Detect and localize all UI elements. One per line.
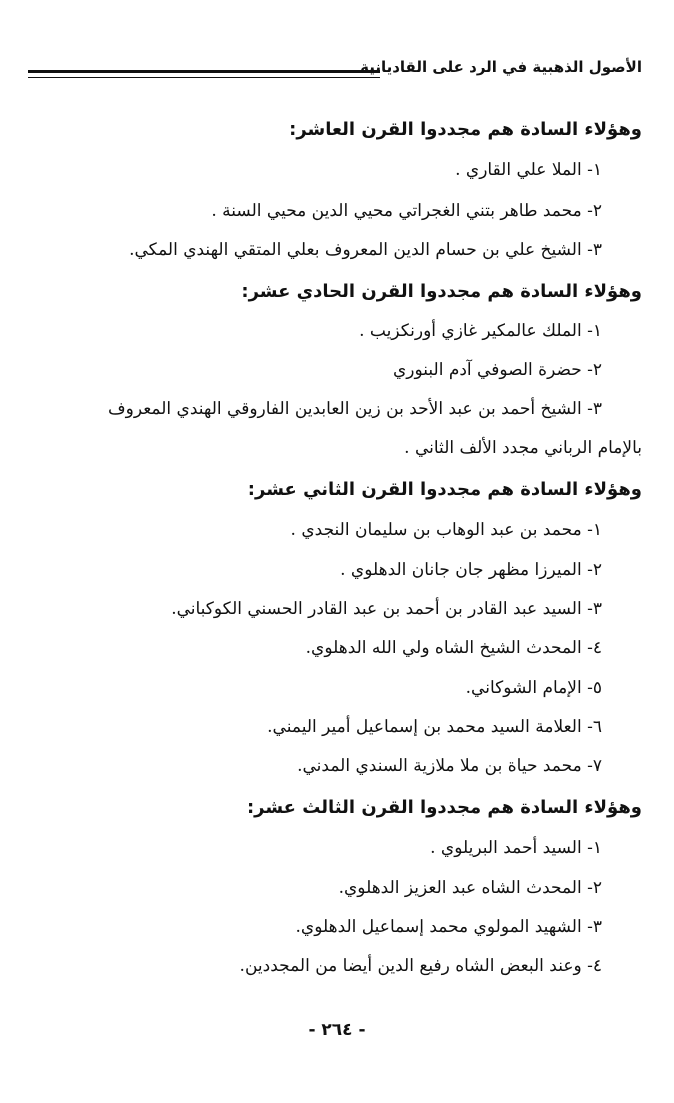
list-item: ٢- المحدث الشاه عبد العزيز الدهلوي. bbox=[338, 878, 602, 898]
list-item: ١- الملك عالمكير غازي أورنكزيب . bbox=[359, 321, 602, 341]
section-heading-13th-century: وهؤلاء السادة هم مجددوا القرن الثالث عشر: bbox=[246, 797, 642, 818]
list-item: ٣- السيد عبد القادر بن أحمد بن عبد القادر الحسني الكوكباني. bbox=[171, 599, 602, 619]
section-heading-10th-century: وهؤلاء السادة هم مجددوا القرن العاشر: bbox=[289, 119, 642, 140]
list-item: ٥- الإمام الشوكاني. bbox=[465, 678, 602, 698]
list-item: ٦- العلامة السيد محمد بن إسماعيل أمير اليمني. bbox=[267, 717, 602, 737]
list-item: ١- السيد أحمد البريلوي . bbox=[430, 838, 602, 858]
list-item: ٤- وعند البعض الشاه رفيع الدين أيضا من المجددين. bbox=[239, 956, 602, 976]
list-item-continuation: بالإمام الرباني مجدد الألف الثاني . bbox=[404, 438, 642, 458]
list-item: ٢- الميرزا مظهر جان جانان الدهلوي . bbox=[340, 560, 602, 580]
list-item: ١- الملا علي القاري . bbox=[455, 160, 602, 180]
page-number: - ٢٦٤ - bbox=[308, 1020, 366, 1040]
list-item: ١- محمد بن عبد الوهاب بن سليمان النجدي . bbox=[290, 520, 602, 540]
list-item: ٢- محمد طاهر بتني الغجراتي محيي الدين محيي السنة . bbox=[211, 201, 602, 221]
list-item: ٣- الشيخ علي بن حسام الدين المعروف بعلي المتقي الهندي المكي. bbox=[129, 240, 602, 260]
section-heading-11th-century: وهؤلاء السادة هم مجددوا القرن الحادي عشر: bbox=[241, 281, 642, 302]
list-item: ٢- حضرة الصوفي آدم البنوري bbox=[392, 360, 602, 380]
list-item: ٣- الشيخ أحمد بن عبد الأحد بن زين العابدين الفاروقي الهندي المعروف bbox=[107, 399, 602, 419]
running-header-title: الأصول الذهبية في الرد على القاديانية bbox=[360, 58, 642, 76]
section-heading-12th-century: وهؤلاء السادة هم مجددوا القرن الثاني عشر: bbox=[247, 479, 642, 500]
list-item: ٣- الشهيد المولوي محمد إسماعيل الدهلوي. bbox=[295, 917, 602, 937]
list-item: ٧- محمد حياة بن ملا ملازية السندي المدني. bbox=[297, 756, 602, 776]
list-item: ٤- المحدث الشيخ الشاه ولي الله الدهلوي. bbox=[305, 638, 602, 658]
